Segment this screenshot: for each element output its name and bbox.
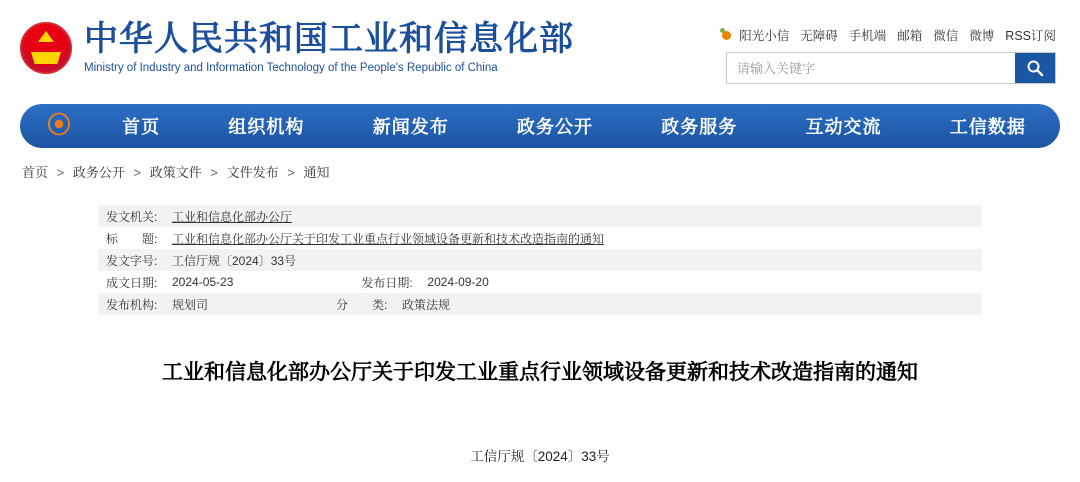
breadcrumb-separator: > [287, 165, 295, 180]
nav-item-openness[interactable]: 政务公开 [516, 117, 593, 137]
meta-label-publishing-agency: 发布机构: [106, 297, 158, 312]
miit-swirl-icon: ⦿ [47, 112, 71, 139]
top-links [720, 26, 1056, 44]
meta-label-issuing-agency: 发文机关: [106, 209, 158, 224]
meta-row-issuing-agency [98, 205, 982, 227]
nav-item-services[interactable]: 政务服务 [661, 117, 738, 137]
meta-value-completion-date: 2024-05-23 [172, 275, 234, 289]
meta-row-title [98, 227, 982, 249]
breadcrumb-separator: > [133, 165, 142, 180]
meta-value-category: 政策法规 [402, 297, 451, 312]
breadcrumb-item-4[interactable]: 通知 [303, 165, 330, 180]
nav-item-org[interactable]: 组织机构 [228, 117, 305, 137]
site-header [0, 0, 1080, 104]
search-input[interactable] [727, 53, 1015, 83]
article-document-number: 工信厅规〔2024〕33号 [470, 449, 610, 464]
meta-label-title: 标 题: [106, 231, 158, 246]
top-link-sunshine[interactable]: 阳光小信 [739, 29, 790, 43]
sunshine-icon [720, 28, 734, 42]
site-brand[interactable] [20, 20, 574, 76]
meta-value-publishing-agency: 规划司 [172, 297, 209, 312]
site-title-en: Ministry of Industry and Information Technology of the People's Republic of China [84, 62, 498, 74]
nav-item-interact[interactable]: 互动交流 [805, 117, 882, 137]
search-icon [1026, 59, 1044, 77]
breadcrumb-separator: > [56, 165, 65, 180]
top-link-mobile[interactable]: 手机端 [848, 29, 887, 43]
meta-row-agency-category [98, 293, 982, 315]
top-link-mail[interactable]: 邮箱 [897, 29, 923, 43]
search-button[interactable] [1015, 53, 1055, 83]
meta-row-dates [98, 271, 982, 293]
nav-item-data[interactable]: 工信数据 [949, 117, 1026, 137]
breadcrumb-item-3[interactable]: 文件发布 [226, 165, 279, 180]
breadcrumb-item-1[interactable]: 政务公开 [72, 165, 125, 180]
document-meta-table [98, 205, 982, 315]
nav-item-news[interactable]: 新闻发布 [372, 117, 449, 137]
meta-label-category: 分 类: [336, 297, 388, 312]
meta-value-title[interactable]: 工业和信息化部办公厅关于印发工业重点行业领域设备更新和技术改造指南的通知 [172, 231, 605, 246]
top-link-accessibility[interactable]: 无障碍 [800, 29, 838, 43]
breadcrumb-separator: > [210, 165, 218, 180]
meta-value-doc-number: 工信厅规〔2024〕33号 [172, 253, 297, 268]
article-title: 工业和信息化部办公厅关于印发工业重点行业领域设备更新和技术改造指南的通知 [162, 361, 918, 384]
meta-label-publish-date: 发布日期: [361, 275, 413, 290]
breadcrumb-item-2[interactable]: 政策文件 [149, 165, 202, 180]
top-link-rss[interactable]: RSS订阅 [1005, 29, 1056, 43]
meta-label-doc-number: 发文字号: [106, 253, 158, 268]
site-title-cn: 中华人民共和国工业和信息化部 [84, 20, 574, 58]
meta-value-publish-date: 2024-09-20 [427, 275, 489, 289]
meta-row-doc-number [98, 249, 982, 271]
meta-cell-publish-date [361, 274, 488, 291]
site-brand-text [84, 20, 574, 76]
top-link-weibo[interactable]: 微博 [969, 29, 995, 43]
breadcrumb [0, 148, 1080, 189]
nav-items [88, 113, 1060, 139]
national-emblem-icon [20, 22, 72, 74]
search-box [726, 52, 1056, 84]
main-nav [20, 104, 1060, 148]
meta-cell-category [336, 296, 450, 313]
meta-value-issuing-agency[interactable]: 工业和信息化部办公厅 [172, 209, 293, 224]
breadcrumb-item-0[interactable]: 首页 [22, 165, 49, 180]
main-nav-wrapper [0, 104, 1080, 148]
meta-label-completion-date: 成文日期: [106, 275, 158, 290]
top-link-wechat[interactable]: 微信 [933, 29, 959, 43]
nav-item-home[interactable]: 首页 [122, 117, 161, 137]
